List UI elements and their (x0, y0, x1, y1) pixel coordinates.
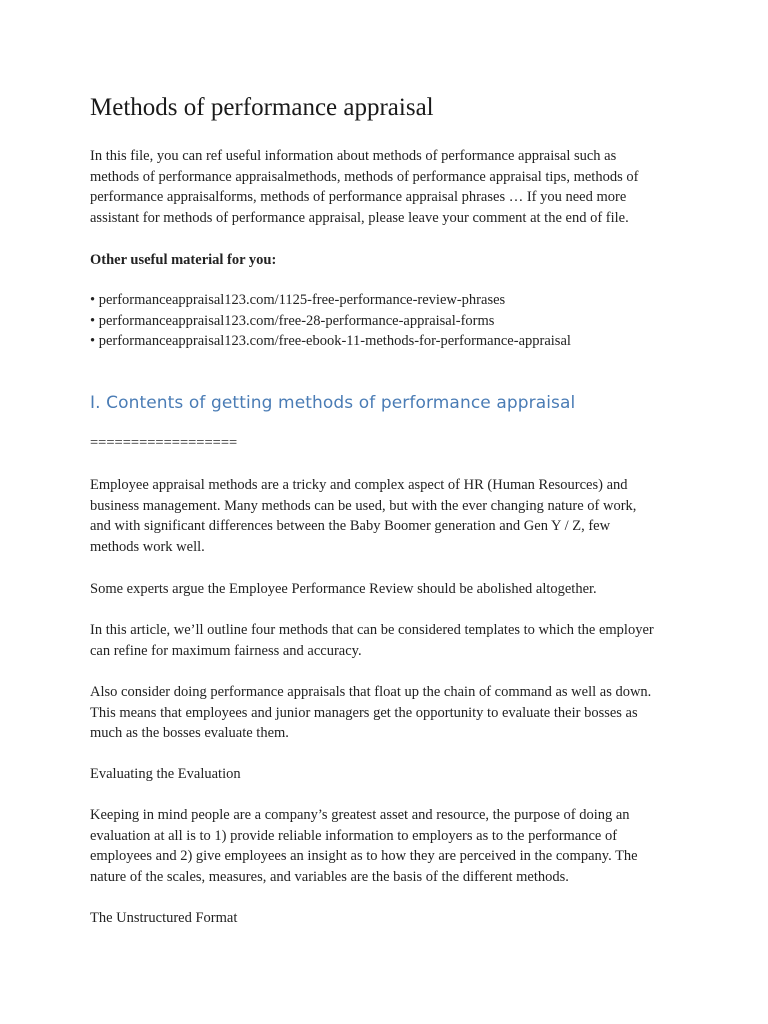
useful-link[interactable]: • performanceappraisal123.com/free-28-performance-appraisal-forms (90, 311, 571, 332)
body-paragraph (90, 908, 690, 929)
page-title: Methods of performance appraisal (90, 94, 434, 121)
intro-line: In this file, you can ref useful information about methods of performance appraisal such as (90, 148, 617, 164)
subheading-line: The Unstructured Format (90, 910, 238, 926)
text-line: methods work well. (90, 538, 205, 555)
intro-line: assistant for methods of performance appraisal, please leave your comment at the end of file. (90, 209, 629, 226)
useful-links-list (90, 290, 571, 352)
text-line: Some experts argue the Employee Performance Review should be abolished altogether. (90, 581, 597, 597)
body-paragraph (90, 579, 690, 600)
intro-paragraph (90, 146, 690, 228)
body-paragraph (90, 475, 690, 557)
useful-material-heading: Other useful material for you: (90, 252, 277, 268)
body-paragraph (90, 620, 690, 661)
text-line: Employee appraisal methods are a tricky and complex aspect of HR (Human Resources) and (90, 477, 628, 493)
subheading-line: Evaluating the Evaluation (90, 766, 241, 782)
body-paragraph (90, 764, 690, 785)
text-line: This means that employees and junior managers get the opportunity to evaluate their bosses as (90, 704, 638, 721)
useful-link[interactable]: • performanceappraisal123.com/1125-free-performance-review-phrases (90, 290, 571, 311)
text-line: Also consider doing performance appraisals that float up the chain of command as well as down. (90, 684, 652, 700)
text-line: employees and 2) give employees an insight as to how they are perceived in the company. The (90, 848, 638, 865)
useful-link[interactable]: • performanceappraisal123.com/free-ebook-11-methods-for-performance-appraisal (90, 331, 571, 352)
intro-line: performance appraisalforms, methods of performance appraisal phrases … If you need more (90, 189, 627, 206)
text-line: Keeping in mind people are a company’s greatest asset and resource, the purpose of doing an (90, 807, 630, 823)
section-separator: ================== (90, 435, 238, 451)
text-line: nature of the scales, measures, and variables are the basis of the different methods. (90, 868, 569, 885)
intro-line: methods of performance appraisalmethods, methods of performance appraisal tips, methods of (90, 168, 639, 185)
body-paragraph (90, 682, 690, 744)
text-line: and with significant differences between the Baby Boomer generation and Gen Y / Z, few (90, 518, 611, 535)
section-heading: I. Contents of getting methods of performance appraisal (90, 393, 576, 413)
text-line: can refine for maximum fairness and accuracy. (90, 642, 362, 659)
text-line: In this article, we’ll outline four methods that can be considered templates to which the employer (90, 622, 654, 638)
body-paragraph (90, 805, 690, 887)
text-line: business management. Many methods can be used, but with the ever changing nature of work, (90, 497, 637, 514)
text-line: much as the bosses evaluate them. (90, 725, 289, 742)
text-line: evaluation at all is to 1) provide reliable information to employers as to the performance of (90, 827, 618, 844)
